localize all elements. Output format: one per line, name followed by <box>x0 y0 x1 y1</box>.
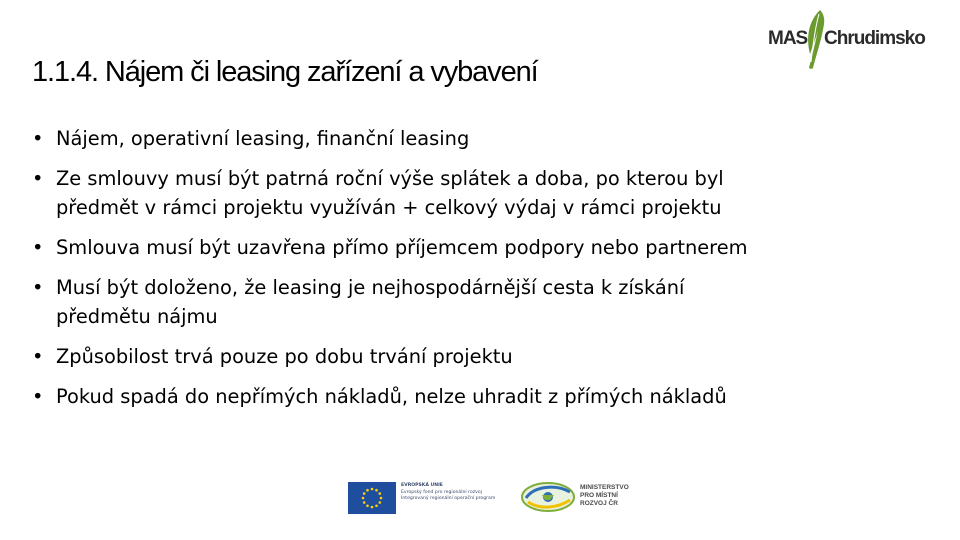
ministry-line: PRO MÍSTNÍ <box>580 492 618 499</box>
eu-line: Evropský fond pro regionální rozvoj <box>401 489 482 495</box>
bullet-dot: • <box>32 385 44 408</box>
bullet-item <box>32 233 912 262</box>
eu-program-text <box>401 483 513 503</box>
bullet-item <box>32 164 912 222</box>
bullet-dot: • <box>32 345 44 368</box>
bullet-text: Způsobilost trvá pouze po dobu trvání projektu <box>56 345 513 368</box>
slide-title: 1.1.4. Nájem či leasing zařízení a vybavení <box>32 56 538 88</box>
leaf-icon <box>804 8 826 72</box>
bullet-text: Smlouva musí být uzavřena přímo příjemcem podpory nebo partnerem <box>56 236 748 259</box>
bullet-item <box>32 342 912 371</box>
bullet-text: Ze smlouvy musí být patrná roční výše splátek a doba, po kterou byl <box>56 167 724 190</box>
ministry-line: MINISTERSTVO <box>580 484 629 491</box>
bullet-item <box>32 382 912 411</box>
bullet-item <box>32 273 912 331</box>
bullet-list <box>32 124 912 422</box>
logo-name: Chrudimsko <box>824 28 925 49</box>
bullet-dot: • <box>32 127 44 150</box>
eu-line: EVROPSKÁ UNIE <box>401 483 443 488</box>
bullet-dot: • <box>32 276 44 299</box>
bullet-text-continuation: předmětu nájmu <box>56 305 218 328</box>
bullet-item <box>32 124 912 153</box>
bullet-text: Pokud spadá do nepřímých nákladů, nelze uhradit z přímých nákladů <box>56 385 727 408</box>
bullet-text: Musí být doloženo, že leasing je nejhospodárnější cesta k získání <box>56 276 685 299</box>
eu-line: Integrovaný regionální operační program <box>401 496 496 501</box>
eu-flag-icon <box>348 482 396 514</box>
bullet-dot: • <box>32 167 44 190</box>
bullet-text-continuation: předmět v rámci projektu využíván + celkový výdaj v rámci projektu <box>56 196 722 219</box>
logo-prefix: MAS <box>768 28 808 49</box>
mas-chrudimsko-logo <box>768 8 925 80</box>
ministry-emblem-icon <box>520 480 576 514</box>
bullet-dot: • <box>32 236 44 259</box>
ministry-text <box>580 484 660 508</box>
ministry-line: ROZVOJ ČR <box>580 500 618 507</box>
bullet-text: Nájem, operativní leasing, finanční leasing <box>56 127 470 150</box>
footer-logos <box>348 478 658 518</box>
